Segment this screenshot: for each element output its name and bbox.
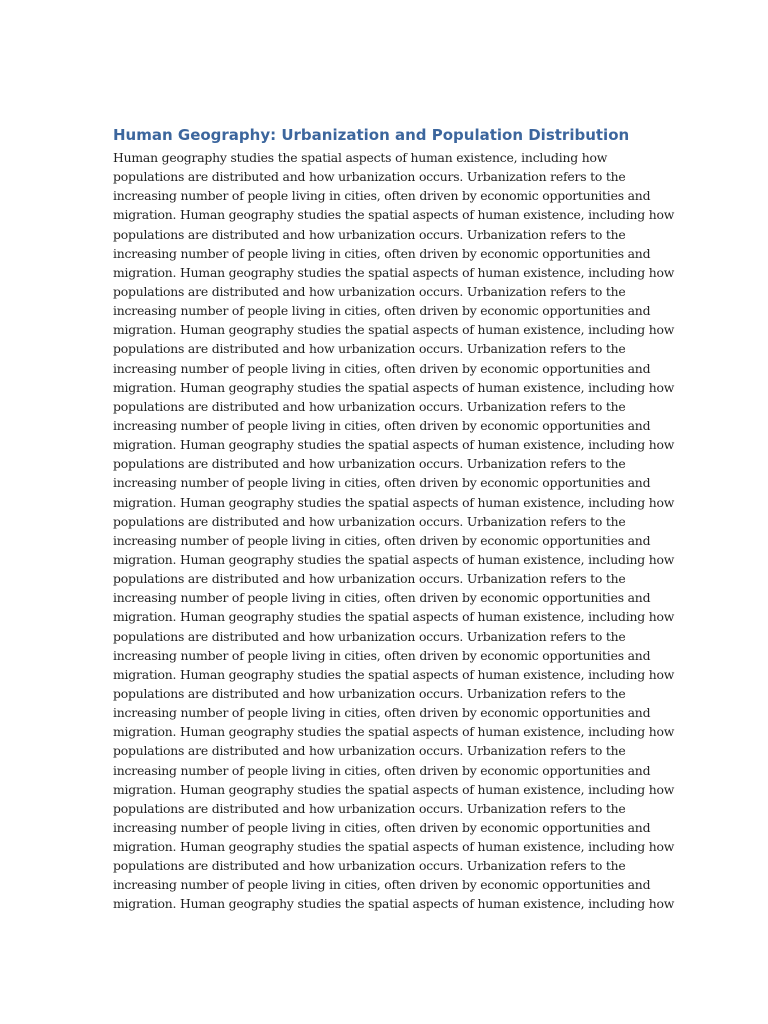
body-text-line: populations are distributed and how urbanization occurs. Urbanization refers to the bbox=[113, 283, 626, 299]
body-text-line: migration. Human geography studies the spatial aspects of human existence, including how bbox=[113, 264, 675, 280]
body-text-line: increasing number of people living in cities, often driven by economic opportunities and bbox=[113, 647, 651, 663]
body-text-line: migration. Human geography studies the spatial aspects of human existence, including how bbox=[113, 494, 675, 510]
body-text-line: populations are distributed and how urbanization occurs. Urbanization refers to the bbox=[113, 226, 626, 242]
body-text-line: increasing number of people living in cities, often driven by economic opportunities and bbox=[113, 705, 651, 721]
body-text-line: migration. Human geography studies the spatial aspects of human existence, including how bbox=[113, 322, 675, 338]
body-text-line: migration. Human geography studies the spatial aspects of human existence, including how bbox=[113, 379, 675, 395]
body-text-line: populations are distributed and how urbanization occurs. Urbanization refers to the bbox=[113, 628, 626, 644]
body-text-line: migration. Human geography studies the spatial aspects of human existence, including how bbox=[113, 437, 675, 453]
body-text-line: populations are distributed and how urbanization occurs. Urbanization refers to the bbox=[113, 169, 626, 185]
document-body bbox=[113, 148, 675, 914]
body-text-line: migration. Human geography studies the spatial aspects of human existence, including how bbox=[113, 724, 675, 740]
body-text-line: populations are distributed and how urbanization occurs. Urbanization refers to the bbox=[113, 685, 626, 701]
document-title: Human Geography: Urbanization and Population Distribution bbox=[113, 126, 630, 144]
body-text-line: migration. Human geography studies the spatial aspects of human existence, including how bbox=[113, 609, 675, 625]
body-text-line: populations are distributed and how urbanization occurs. Urbanization refers to the bbox=[113, 743, 626, 759]
body-text-line: populations are distributed and how urbanization occurs. Urbanization refers to the bbox=[113, 456, 626, 472]
body-text-line: increasing number of people living in cities, often driven by economic opportunities and bbox=[113, 532, 651, 548]
body-text-line: Human geography studies the spatial aspects of human existence, including how bbox=[113, 150, 608, 165]
body-text-line: migration. Human geography studies the spatial aspects of human existence, including how bbox=[113, 551, 675, 567]
body-text-line: increasing number of people living in cities, often driven by economic opportunities and bbox=[113, 590, 651, 606]
body-text-line: increasing number of people living in cities, often driven by economic opportunities and bbox=[113, 188, 651, 204]
body-text-line: migration. Human geography studies the spatial aspects of human existence, including how bbox=[113, 207, 675, 223]
body-text-line: increasing number of people living in cities, often driven by economic opportunities and bbox=[113, 475, 651, 491]
body-text-line: increasing number of people living in cities, often driven by economic opportunities and bbox=[113, 877, 651, 893]
body-text-line: populations are distributed and how urbanization occurs. Urbanization refers to the bbox=[113, 398, 626, 414]
body-text-line: populations are distributed and how urbanization occurs. Urbanization refers to the bbox=[113, 800, 626, 816]
body-text-line: populations are distributed and how urbanization occurs. Urbanization refers to the bbox=[113, 513, 626, 529]
body-text-line: populations are distributed and how urbanization occurs. Urbanization refers to the bbox=[113, 571, 626, 587]
body-text-line: increasing number of people living in cities, often driven by economic opportunities and bbox=[113, 417, 651, 433]
body-text-line: migration. Human geography studies the spatial aspects of human existence, including how bbox=[113, 666, 675, 682]
body-text-line: increasing number of people living in cities, often driven by economic opportunities and bbox=[113, 762, 651, 778]
body-text-line: increasing number of people living in cities, often driven by economic opportunities and bbox=[113, 245, 651, 261]
body-text-line: increasing number of people living in cities, often driven by economic opportunities and bbox=[113, 360, 651, 376]
body-text-line: increasing number of people living in cities, often driven by economic opportunities and bbox=[113, 303, 651, 319]
body-text-line: migration. Human geography studies the spatial aspects of human existence, including how bbox=[113, 781, 675, 797]
body-text-line: populations are distributed and how urbanization occurs. Urbanization refers to the bbox=[113, 341, 626, 357]
body-text-line: populations are distributed and how urbanization occurs. Urbanization refers to the bbox=[113, 858, 626, 874]
body-text-line: migration. Human geography studies the spatial aspects of human existence, including how bbox=[113, 839, 675, 855]
body-text-line: increasing number of people living in cities, often driven by economic opportunities and bbox=[113, 819, 651, 835]
body-text-line: migration. Human geography studies the spatial aspects of human existence, including how bbox=[113, 896, 675, 912]
